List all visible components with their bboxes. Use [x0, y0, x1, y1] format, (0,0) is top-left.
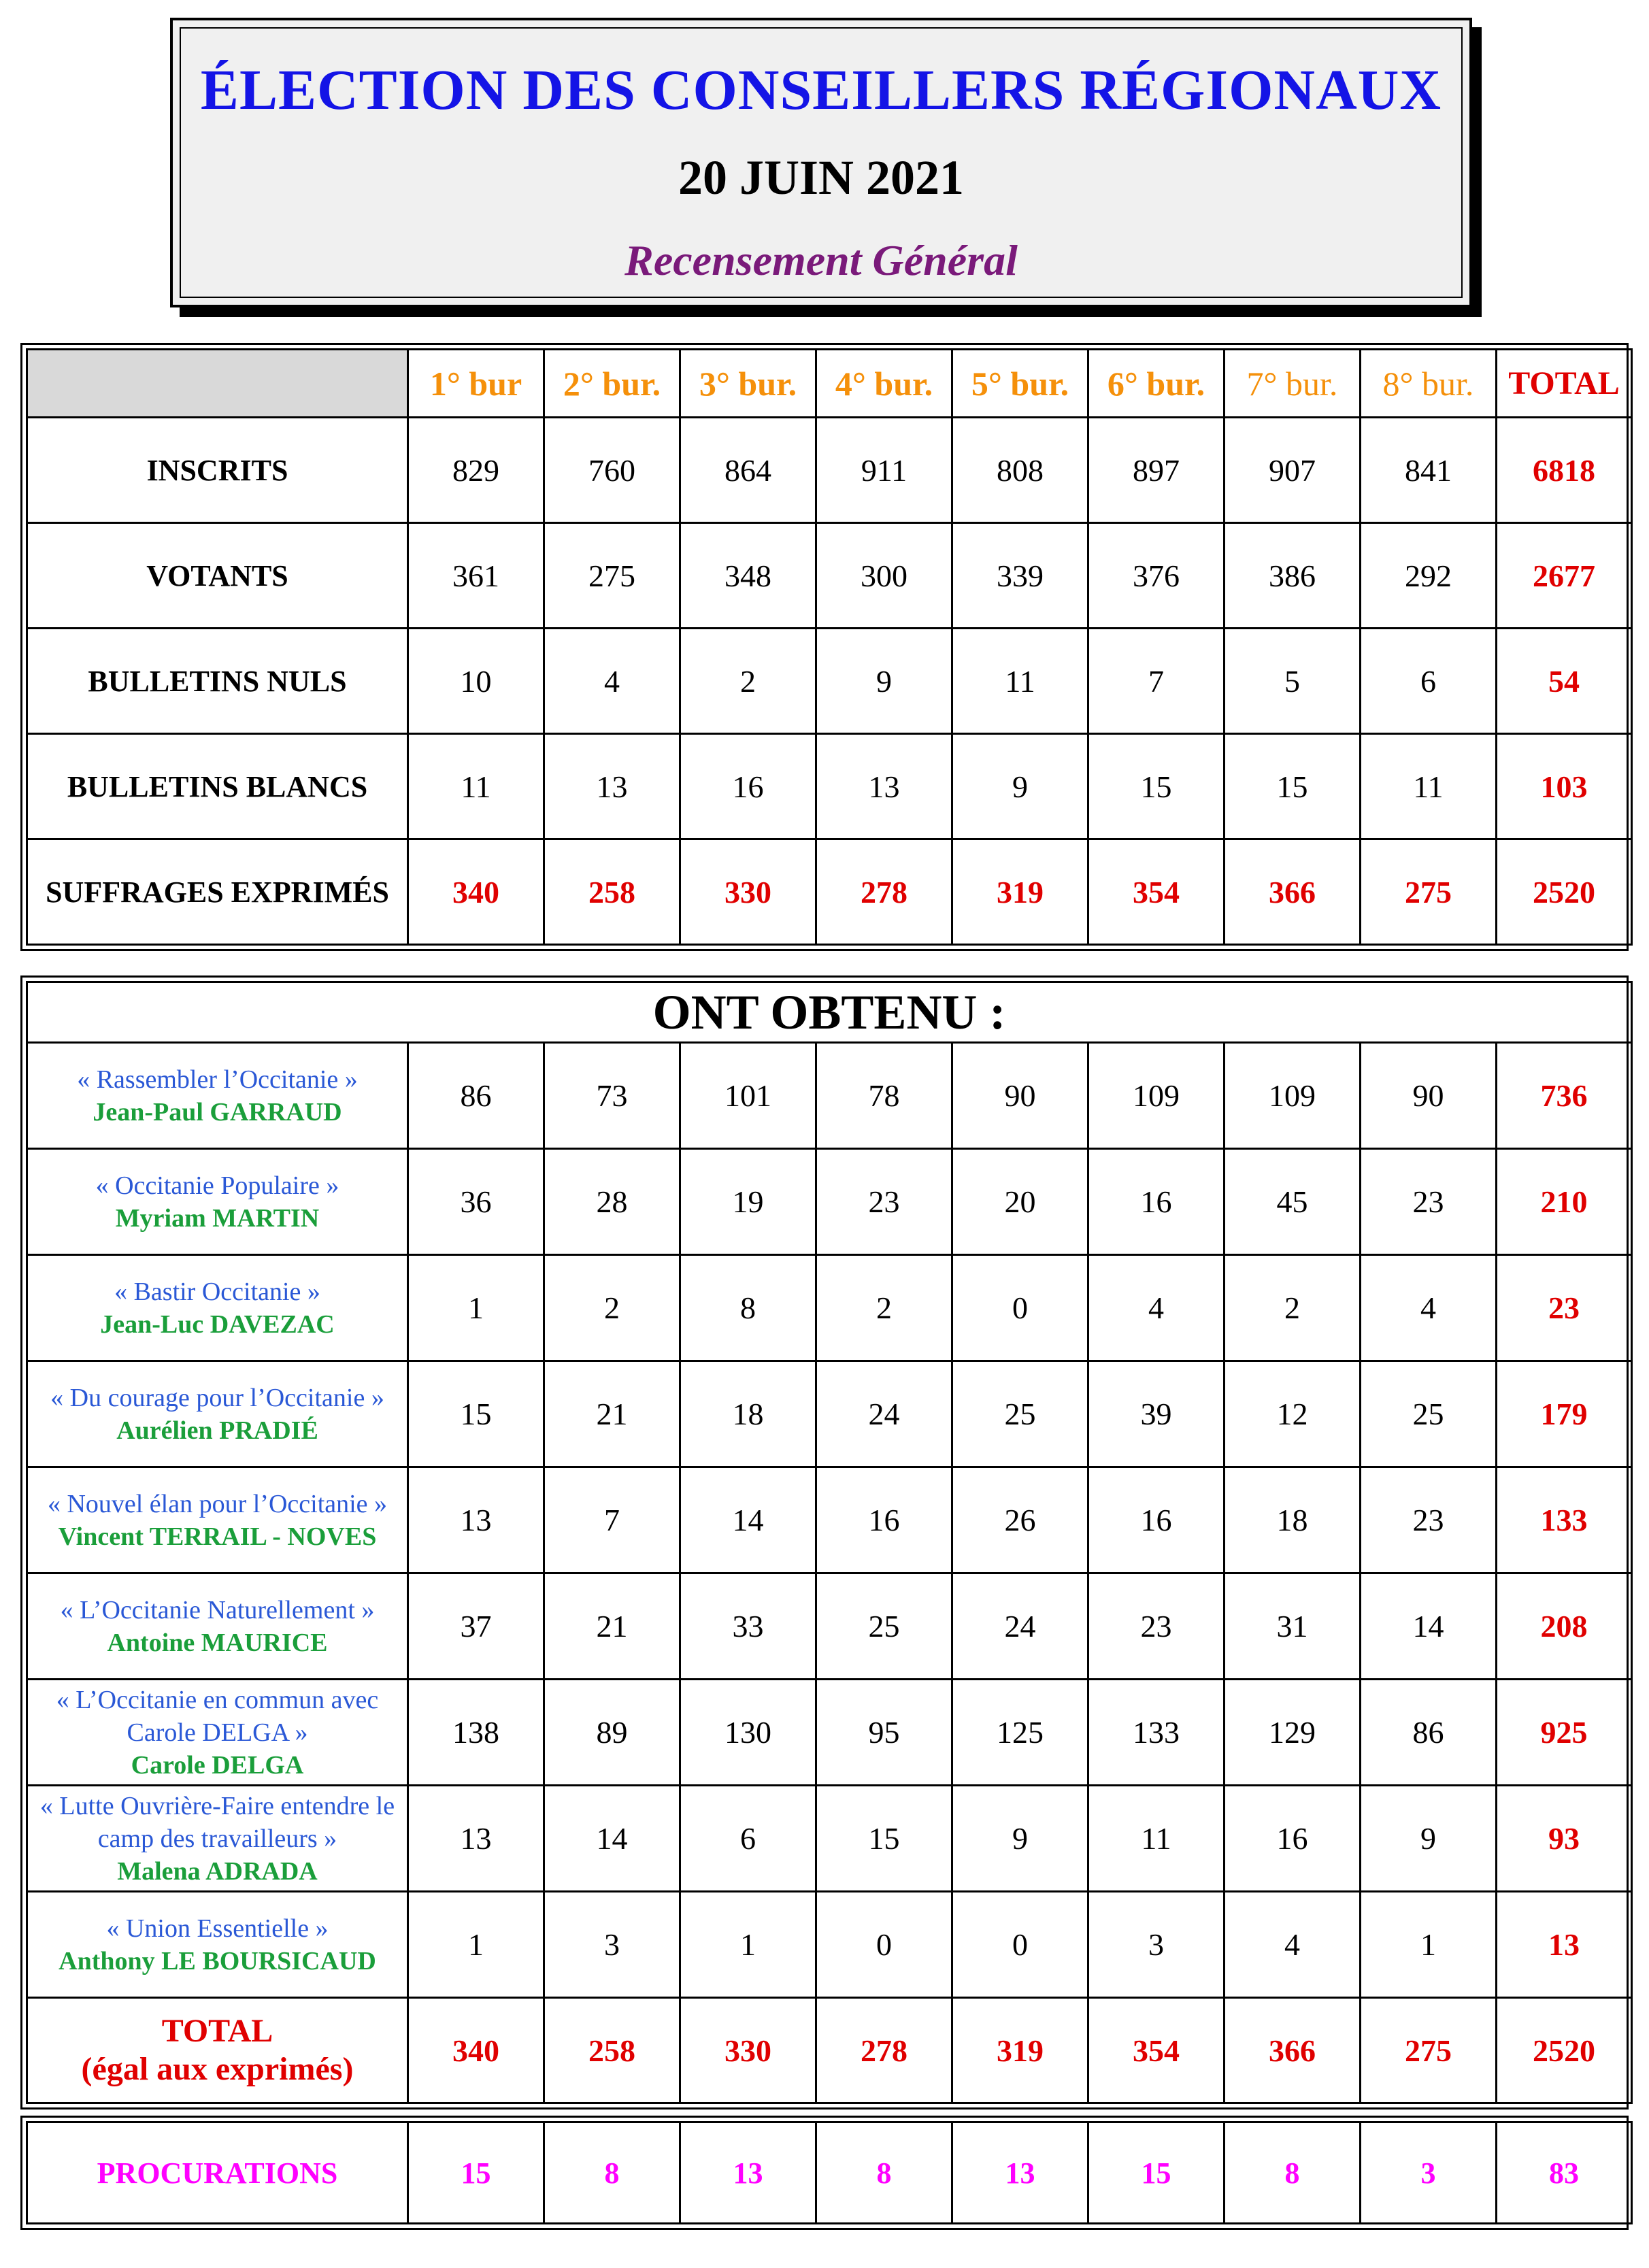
candidate-value: 45 [1225, 1149, 1361, 1255]
candidate-label [27, 1255, 408, 1361]
stat-value: 911 [816, 418, 952, 523]
party-name: « Rassembler l’Occitanie » [77, 1065, 358, 1094]
stat-value: 361 [408, 523, 544, 629]
candidate-name: Malena ADRADA [117, 1856, 318, 1886]
candidate-value: 23 [1088, 1573, 1225, 1680]
stat-value: 348 [680, 523, 816, 629]
column-header: 5° bur. [952, 350, 1088, 418]
candidate-total: 736 [1497, 1043, 1632, 1149]
candidate-value: 1 [408, 1892, 544, 1998]
procurations-table [26, 2121, 1633, 2224]
candidate-value: 12 [1225, 1361, 1361, 1467]
candidate-value: 36 [408, 1149, 544, 1255]
stat-total: 54 [1497, 629, 1632, 734]
stat-value: 13 [816, 734, 952, 839]
stat-row [27, 629, 1632, 734]
stat-value: 9 [816, 629, 952, 734]
procurations-table-frame [20, 2116, 1629, 2230]
candidate-value: 14 [680, 1467, 816, 1573]
stat-label: INSCRITS [27, 418, 408, 523]
corner-cell [27, 350, 408, 418]
candidate-value: 37 [408, 1573, 544, 1680]
header-box [170, 18, 1472, 307]
candidate-value: 4 [1088, 1255, 1225, 1361]
candidate-row [27, 1361, 1632, 1467]
candidate-value: 1 [408, 1255, 544, 1361]
stat-value: 300 [816, 523, 952, 629]
candidate-value: 23 [1361, 1149, 1497, 1255]
candidate-value: 8 [680, 1255, 816, 1361]
candidate-name: Antoine MAURICE [107, 1628, 328, 1657]
party-name: « Bastir Occitanie » [114, 1277, 320, 1306]
candidate-label [27, 1680, 408, 1786]
total-value: 330 [680, 1998, 816, 2103]
candidate-value: 101 [680, 1043, 816, 1149]
stat-value: 275 [1361, 839, 1497, 945]
grand-total: 2520 [1497, 1998, 1632, 2103]
total-value: 275 [1361, 1998, 1497, 2103]
stat-label: VOTANTS [27, 523, 408, 629]
candidate-total: 13 [1497, 1892, 1632, 1998]
results-table [26, 981, 1633, 2104]
candidate-value: 31 [1225, 1573, 1361, 1680]
stat-total: 2520 [1497, 839, 1632, 945]
candidate-value: 13 [408, 1467, 544, 1573]
procurations-value: 8 [1225, 2122, 1361, 2224]
candidate-value: 14 [1361, 1573, 1497, 1680]
stat-total: 2677 [1497, 523, 1632, 629]
stat-total: 103 [1497, 734, 1632, 839]
stat-value: 907 [1225, 418, 1361, 523]
party-name: « Union Essentielle » [106, 1914, 329, 1943]
total-value: 278 [816, 1998, 952, 2103]
stat-value: 10 [408, 629, 544, 734]
candidate-total: 208 [1497, 1573, 1632, 1680]
procurations-value: 13 [680, 2122, 816, 2224]
stat-value: 275 [544, 523, 680, 629]
procurations-value: 15 [1088, 2122, 1225, 2224]
procurations-row [27, 2122, 1632, 2224]
stat-value: 6 [1361, 629, 1497, 734]
party-name: « Lutte Ouvrière-Faire entendre le camp des travailleurs » [39, 1791, 395, 1853]
candidate-value: 16 [1088, 1467, 1225, 1573]
candidate-total: 179 [1497, 1361, 1632, 1467]
stat-label: BULLETINS NULS [27, 629, 408, 734]
candidate-value: 0 [816, 1892, 952, 1998]
candidate-value: 6 [680, 1786, 816, 1892]
candidate-value: 15 [408, 1361, 544, 1467]
stat-value: 5 [1225, 629, 1361, 734]
candidate-value: 90 [952, 1043, 1088, 1149]
total-value: 258 [544, 1998, 680, 2103]
stat-value: 9 [952, 734, 1088, 839]
candidate-value: 13 [408, 1786, 544, 1892]
candidate-value: 39 [1088, 1361, 1225, 1467]
candidate-value: 21 [544, 1361, 680, 1467]
stat-value: 386 [1225, 523, 1361, 629]
candidate-value: 21 [544, 1573, 680, 1680]
candidate-label [27, 1786, 408, 1892]
stat-value: 2 [680, 629, 816, 734]
candidate-value: 109 [1225, 1043, 1361, 1149]
candidate-total: 925 [1497, 1680, 1632, 1786]
party-name: « Nouvel élan pour l’Occitanie » [47, 1489, 388, 1518]
party-name: « Occitanie Populaire » [95, 1171, 339, 1200]
page-title: ÉLECTION DES CONSEILLERS RÉGIONAUX [200, 59, 1442, 122]
candidate-value: 16 [1225, 1786, 1361, 1892]
candidate-total: 93 [1497, 1786, 1632, 1892]
procurations-label: PROCURATIONS [27, 2122, 408, 2224]
stat-value: 4 [544, 629, 680, 734]
candidate-value: 129 [1225, 1680, 1361, 1786]
candidate-value: 78 [816, 1043, 952, 1149]
stat-value: 829 [408, 418, 544, 523]
stat-value: 340 [408, 839, 544, 945]
candidate-value: 9 [952, 1786, 1088, 1892]
candidate-value: 2 [816, 1255, 952, 1361]
party-name: « L’Occitanie Naturellement » [60, 1595, 375, 1624]
candidate-name: Aurélien PRADIÉ [116, 1416, 318, 1445]
candidate-value: 2 [544, 1255, 680, 1361]
candidate-total: 133 [1497, 1467, 1632, 1573]
stat-value: 258 [544, 839, 680, 945]
column-header: 8° bur. [1361, 350, 1497, 418]
stat-value: 760 [544, 418, 680, 523]
stat-value: 354 [1088, 839, 1225, 945]
candidate-value: 18 [1225, 1467, 1361, 1573]
stat-value: 897 [1088, 418, 1225, 523]
stat-value: 376 [1088, 523, 1225, 629]
candidate-value: 23 [1361, 1467, 1497, 1573]
total-label-line1: TOTAL [161, 2013, 273, 2049]
candidate-value: 4 [1225, 1892, 1361, 1998]
candidate-value: 1 [1361, 1892, 1497, 1998]
column-header: 2° bur. [544, 350, 680, 418]
candidate-label [27, 1043, 408, 1149]
candidate-value: 20 [952, 1149, 1088, 1255]
column-header-total: TOTAL [1497, 350, 1632, 418]
total-row-label [27, 1998, 408, 2103]
column-header: 3° bur. [680, 350, 816, 418]
stat-row [27, 734, 1632, 839]
candidate-value: 25 [952, 1361, 1088, 1467]
candidate-value: 14 [544, 1786, 680, 1892]
candidate-row [27, 1255, 1632, 1361]
candidate-row [27, 1043, 1632, 1149]
stat-value: 319 [952, 839, 1088, 945]
stat-value: 11 [952, 629, 1088, 734]
results-heading: ONT OBTENU : [27, 982, 1632, 1043]
candidate-value: 18 [680, 1361, 816, 1467]
candidate-row [27, 1149, 1632, 1255]
total-row [27, 1998, 1632, 2103]
page-subtitle: Recensement Général [624, 236, 1018, 284]
stat-row [27, 418, 1632, 523]
stat-value: 366 [1225, 839, 1361, 945]
candidate-label [27, 1892, 408, 1998]
candidate-name: Myriam MARTIN [115, 1203, 320, 1233]
candidate-name: Carole DELGA [131, 1750, 304, 1780]
stat-total: 6818 [1497, 418, 1632, 523]
stats-table [26, 348, 1633, 946]
total-value: 340 [408, 1998, 544, 2103]
party-name: « L’Occitanie en commun avec Carole DELGA » [56, 1685, 379, 1747]
stat-value: 13 [544, 734, 680, 839]
candidate-value: 7 [544, 1467, 680, 1573]
candidate-value: 130 [680, 1680, 816, 1786]
candidate-value: 95 [816, 1680, 952, 1786]
candidate-value: 24 [952, 1573, 1088, 1680]
candidate-value: 25 [816, 1573, 952, 1680]
stats-table-frame [20, 343, 1629, 951]
stat-row [27, 839, 1632, 945]
stat-label: SUFFRAGES EXPRIMÉS [27, 839, 408, 945]
candidate-label [27, 1361, 408, 1467]
stat-value: 864 [680, 418, 816, 523]
candidate-value: 1 [680, 1892, 816, 1998]
column-header: 7° bur. [1225, 350, 1361, 418]
stat-value: 278 [816, 839, 952, 945]
candidate-value: 138 [408, 1680, 544, 1786]
procurations-total: 83 [1497, 2122, 1632, 2224]
candidate-value: 73 [544, 1043, 680, 1149]
candidate-value: 16 [816, 1467, 952, 1573]
candidate-row [27, 1467, 1632, 1573]
candidate-value: 9 [1361, 1786, 1497, 1892]
candidate-label [27, 1467, 408, 1573]
candidate-value: 3 [544, 1892, 680, 1998]
candidate-value: 25 [1361, 1361, 1497, 1467]
candidate-value: 26 [952, 1467, 1088, 1573]
procurations-value: 8 [816, 2122, 952, 2224]
candidate-value: 133 [1088, 1680, 1225, 1786]
procurations-value: 13 [952, 2122, 1088, 2224]
candidate-value: 86 [408, 1043, 544, 1149]
stat-value: 339 [952, 523, 1088, 629]
column-header: 6° bur. [1088, 350, 1225, 418]
candidate-value: 28 [544, 1149, 680, 1255]
election-date: 20 JUIN 2021 [678, 150, 964, 205]
stat-value: 15 [1088, 734, 1225, 839]
candidate-value: 24 [816, 1361, 952, 1467]
procurations-value: 8 [544, 2122, 680, 2224]
stat-label: BULLETINS BLANCS [27, 734, 408, 839]
stat-value: 11 [408, 734, 544, 839]
candidate-name: Anthony LE BOURSICAUD [59, 1946, 376, 1975]
total-value: 319 [952, 1998, 1088, 2103]
stat-row [27, 523, 1632, 629]
candidate-value: 89 [544, 1680, 680, 1786]
total-value: 366 [1225, 1998, 1361, 2103]
stat-value: 7 [1088, 629, 1225, 734]
candidate-label [27, 1573, 408, 1680]
candidate-value: 19 [680, 1149, 816, 1255]
column-header: 1° bur [408, 350, 544, 418]
candidate-name: Jean-Paul GARRAUD [93, 1097, 342, 1127]
column-header-row [27, 350, 1632, 418]
stat-value: 330 [680, 839, 816, 945]
candidate-value: 90 [1361, 1043, 1497, 1149]
total-label-line2: (égal aux exprimés) [81, 2051, 354, 2087]
candidate-value: 33 [680, 1573, 816, 1680]
column-header: 4° bur. [816, 350, 952, 418]
candidate-value: 125 [952, 1680, 1088, 1786]
candidate-value: 11 [1088, 1786, 1225, 1892]
candidate-value: 2 [1225, 1255, 1361, 1361]
candidate-row [27, 1786, 1632, 1892]
results-table-frame [20, 975, 1629, 2109]
candidate-value: 15 [816, 1786, 952, 1892]
candidate-total: 210 [1497, 1149, 1632, 1255]
candidate-name: Jean-Luc DAVEZAC [100, 1310, 335, 1339]
candidate-row [27, 1680, 1632, 1786]
candidate-value: 3 [1088, 1892, 1225, 1998]
stat-value: 15 [1225, 734, 1361, 839]
candidate-value: 16 [1088, 1149, 1225, 1255]
total-value: 354 [1088, 1998, 1225, 2103]
candidate-total: 23 [1497, 1255, 1632, 1361]
candidate-value: 0 [952, 1255, 1088, 1361]
procurations-value: 15 [408, 2122, 544, 2224]
party-name: « Du courage pour l’Occitanie » [50, 1383, 384, 1412]
stat-value: 16 [680, 734, 816, 839]
candidate-value: 86 [1361, 1680, 1497, 1786]
candidate-value: 4 [1361, 1255, 1497, 1361]
candidate-row [27, 1892, 1632, 1998]
stat-value: 841 [1361, 418, 1497, 523]
candidate-value: 0 [952, 1892, 1088, 1998]
candidate-name: Vincent TERRAIL - NOVES [58, 1522, 377, 1551]
candidate-value: 109 [1088, 1043, 1225, 1149]
stat-value: 11 [1361, 734, 1497, 839]
stat-value: 292 [1361, 523, 1497, 629]
procurations-value: 3 [1361, 2122, 1497, 2224]
candidate-row [27, 1573, 1632, 1680]
candidate-value: 23 [816, 1149, 952, 1255]
candidate-label [27, 1149, 408, 1255]
stat-value: 808 [952, 418, 1088, 523]
